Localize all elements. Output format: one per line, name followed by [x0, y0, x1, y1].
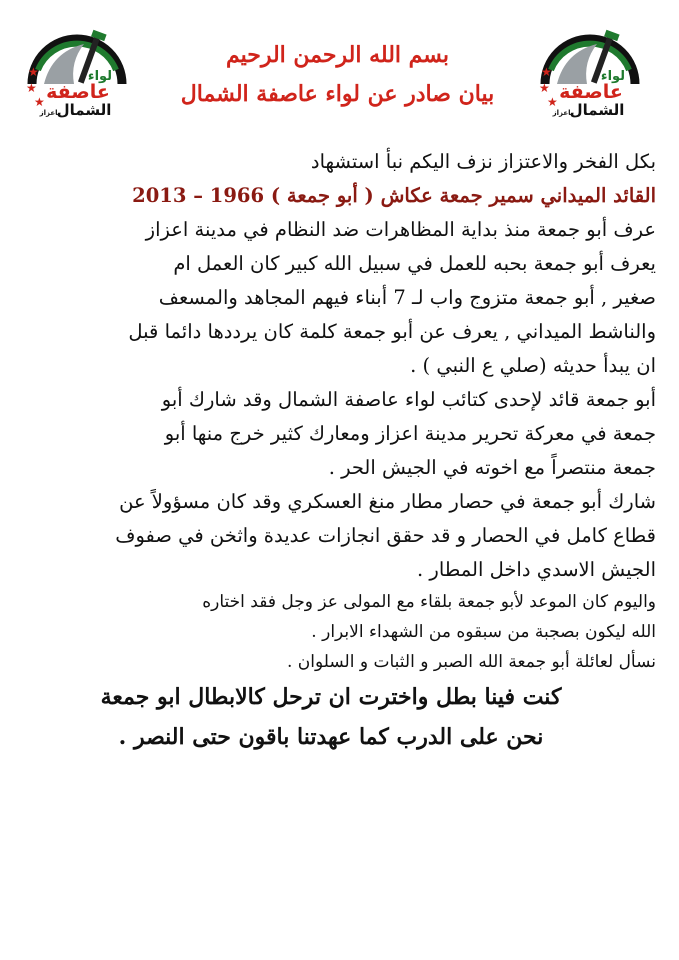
body-line: الجيش الاسدي داخل المطار .	[417, 558, 656, 581]
brigade-logo-left	[22, 22, 132, 132]
body-line: نسأل لعائلة أبو جمعة الله الصبر و الثبات و السلوان .	[286, 652, 656, 672]
svg-text:★: ★	[547, 95, 558, 109]
bismillah-heading: بسم الله الرحمن الرحيم	[225, 42, 450, 68]
body-line: جمعة منتصراً مع اخوته في الجيش الحر .	[328, 456, 656, 479]
body-line: أبو جمعة قائد لإحدى كتائب لواء عاصفة الشمال وقد شارك أبو	[161, 388, 656, 411]
logo-liwa-text: لواء	[87, 69, 113, 84]
svg-text:★: ★	[541, 65, 552, 79]
statement-header	[140, 38, 535, 112]
logo-azaz-text: باعزاز	[39, 109, 61, 117]
logo-azaz-text: باعزاز	[552, 109, 574, 117]
body-line: قطاع كامل في الحصار و قد حقق انجازات عديدة واثخن في صفوف	[115, 524, 656, 547]
martyr-name-line: القائد الميداني سمير جمعة عكاش ( أبو جمعة ) 1966 – 2013	[132, 184, 656, 207]
body-line: جمعة في معركة تحرير مدينة اعزاز ومعارك كثير خرج منها أبو	[164, 422, 656, 445]
statement-body	[36, 145, 656, 757]
svg-text:★: ★	[539, 81, 550, 95]
body-line: يعرف أبو جمعة بحبه للعمل في سبيل الله كبير كان العمل ام	[173, 252, 656, 275]
logo-asifa-text: عاصفة	[559, 81, 623, 103]
body-line: والناشط الميداني , يعرف عن أبو جمعة كلمة كان يرددها دائما قبل	[128, 320, 656, 343]
brigade-emblem-icon	[535, 22, 645, 132]
svg-text:★: ★	[28, 65, 39, 79]
logo-shamal-text: الشمال	[56, 101, 112, 119]
body-line: صغير , أبو جمعة متزوج واب لـ 7 أبناء فيهم المجاهد والمسعف	[158, 286, 656, 309]
logo-liwa-text: لواء	[600, 69, 626, 84]
closing-line: كنت فينا بطل واخترت ان ترحل كالابطال ابو جمعة	[100, 684, 562, 710]
body-line: شارك أبو جمعة في حصار مطار منغ العسكري وقد كان مسؤولاً عن	[119, 490, 656, 513]
statement-title: بيان صادر عن لواء عاصفة الشمال	[180, 81, 495, 107]
logo-shamal-text: الشمال	[569, 101, 625, 119]
brigade-logo-right	[535, 22, 645, 132]
logo-asifa-text: عاصفة	[46, 81, 110, 103]
body-line: الله ليكون بصجبة من سبقوه من الشهداء الابرار .	[311, 622, 656, 642]
svg-text:★: ★	[26, 81, 37, 95]
brigade-emblem-icon	[22, 22, 132, 132]
body-line: ان يبدأ حديثه (صلي ع النبي ) .	[410, 354, 656, 377]
body-line: عرف أبو جمعة منذ بداية المظاهرات ضد النظام في مدينة اعزاز	[145, 218, 656, 241]
svg-text:★: ★	[34, 95, 45, 109]
body-line: بكل الفخر والاعتزاز نزف اليكم نبأ استشهاد	[310, 150, 656, 173]
closing-line: نحن على الدرب كما عهدتنا باقون حتى النصر .	[118, 724, 544, 750]
body-line: واليوم كان الموعد لأبو جمعة بلقاء مع المولى عز وجل فقد اختاره	[202, 592, 656, 612]
